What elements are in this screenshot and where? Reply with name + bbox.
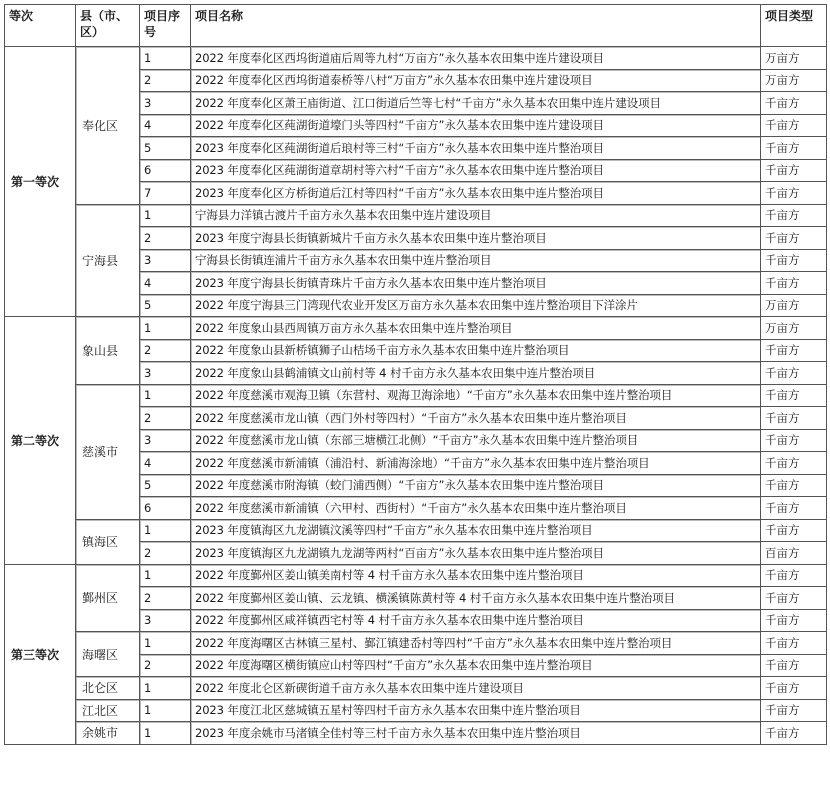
county-cell: 余姚市	[76, 722, 140, 745]
seq-cell: 6	[140, 497, 191, 520]
seq-cell: 1	[140, 47, 191, 70]
project-type-cell: 千亩方	[761, 182, 827, 205]
seq-cell: 1	[140, 205, 191, 228]
project-name-cell: 2023 年度奉化区方桥街道后江村等四村“千亩方”永久基本农田集中连片整治项目	[191, 182, 761, 205]
project-type-cell: 百亩方	[761, 542, 827, 565]
project-type-cell: 千亩方	[761, 452, 827, 475]
seq-cell: 1	[140, 385, 191, 408]
seq-cell: 1	[140, 317, 191, 340]
project-name-cell: 2022 年度鄞州区姜山镇美南村等 4 村千亩方永久基本农田集中连片整治项目	[191, 565, 761, 588]
project-type-cell: 千亩方	[761, 340, 827, 363]
header-grade: 等次	[5, 5, 76, 47]
project-type-cell: 千亩方	[761, 632, 827, 655]
county-cell: 奉化区	[76, 47, 140, 205]
project-type-cell: 千亩方	[761, 407, 827, 430]
project-name-cell: 2022 年度慈溪市新浦镇（浦沿村、新浦海涂地）“千亩方”永久基本农田集中连片整治项目	[191, 452, 761, 475]
grade-cell: 第二等次	[5, 317, 76, 565]
seq-cell: 7	[140, 182, 191, 205]
seq-cell: 1	[140, 677, 191, 700]
project-type-cell: 千亩方	[761, 160, 827, 183]
project-name-cell: 2022 年度鄞州区咸祥镇西宅村等 4 村千亩方永久基本农田集中连片整治项目	[191, 610, 761, 633]
project-name-cell: 2022 年度宁海县三门湾现代农业开发区万亩方永久基本农田集中连片整治项目下洋涂片	[191, 295, 761, 318]
seq-cell: 5	[140, 295, 191, 318]
header-county: 县（市、区）	[76, 5, 140, 47]
seq-cell: 2	[140, 587, 191, 610]
project-name-cell: 2023 年度奉化区莼湖街道后琅村等三村“千亩方”永久基本农田集中连片整治项目	[191, 137, 761, 160]
seq-cell: 5	[140, 137, 191, 160]
table-row	[5, 677, 827, 700]
table-row	[5, 632, 827, 655]
grade-cell: 第三等次	[5, 565, 76, 745]
project-name-cell: 2022 年度慈溪市龙山镇（东部三塘横江北侧）“千亩方”永久基本农田集中连片整治项目	[191, 430, 761, 453]
project-type-cell: 万亩方	[761, 295, 827, 318]
project-type-cell: 千亩方	[761, 700, 827, 723]
project-type-cell: 千亩方	[761, 722, 827, 745]
table-row	[5, 385, 827, 408]
seq-cell: 1	[140, 565, 191, 588]
seq-cell: 3	[140, 430, 191, 453]
project-type-cell: 千亩方	[761, 475, 827, 498]
county-cell: 江北区	[76, 700, 140, 723]
project-name-cell: 2023 年度宁海县长街镇青珠片千亩方永久基本农田集中连片整治项目	[191, 272, 761, 295]
header-row	[5, 5, 827, 47]
table-row	[5, 205, 827, 228]
project-name-cell: 2022 年度慈溪市附海镇（蛟门浦西侧）“千亩方”永久基本农田集中连片整治项目	[191, 475, 761, 498]
seq-cell: 3	[140, 610, 191, 633]
project-table-container	[4, 4, 826, 745]
seq-cell: 2	[140, 542, 191, 565]
project-name-cell: 宁海县力洋镇古渡片千亩方永久基本农田集中连片建设项目	[191, 205, 761, 228]
seq-cell: 3	[140, 362, 191, 385]
project-type-cell: 千亩方	[761, 430, 827, 453]
project-name-cell: 2022 年度海曙区古林镇三星村、鄞江镇建岙村等四村“千亩方”永久基本农田集中连片整治项目	[191, 632, 761, 655]
project-name-cell: 2023 年度江北区慈城镇五星村等四村千亩方永久基本农田集中连片整治项目	[191, 700, 761, 723]
project-name-cell: 2022 年度象山县鹤浦镇文山前村等 4 村千亩方永久基本农田集中连片整治项目	[191, 362, 761, 385]
project-name-cell: 2022 年度奉化区莼湖街道壕门头等四村“千亩方”永久基本农田集中连片建设项目	[191, 115, 761, 138]
project-type-cell: 千亩方	[761, 497, 827, 520]
project-type-cell: 千亩方	[761, 520, 827, 543]
project-type-cell: 千亩方	[761, 250, 827, 273]
table-row	[5, 520, 827, 543]
project-type-cell: 千亩方	[761, 205, 827, 228]
table-row	[5, 722, 827, 745]
project-name-cell: 2022 年度慈溪市龙山镇（西门外村等四村）“千亩方”永久基本农田集中连片整治项目	[191, 407, 761, 430]
project-type-cell: 千亩方	[761, 227, 827, 250]
project-type-cell: 千亩方	[761, 677, 827, 700]
seq-cell: 2	[140, 227, 191, 250]
seq-cell: 1	[140, 722, 191, 745]
project-name-cell: 2023 年度余姚市马渚镇全佳村等三村千亩方永久基本农田集中连片整治项目	[191, 722, 761, 745]
project-type-cell: 千亩方	[761, 115, 827, 138]
grade-cell: 第一等次	[5, 47, 76, 317]
county-cell: 象山县	[76, 317, 140, 385]
project-type-cell: 千亩方	[761, 655, 827, 678]
seq-cell: 1	[140, 700, 191, 723]
header-type: 项目类型	[761, 5, 827, 47]
seq-cell: 3	[140, 92, 191, 115]
project-name-cell: 2022 年度奉化区萧王庙街道、江口街道后竺等七村“千亩方”永久基本农田集中连片建设项目	[191, 92, 761, 115]
project-name-cell: 2022 年度象山县西周镇万亩方永久基本农田集中连片整治项目	[191, 317, 761, 340]
seq-cell: 2	[140, 407, 191, 430]
project-name-cell: 2023 年度镇海区九龙湖镇九龙湖等两村“百亩方”永久基本农田集中连片整治项目	[191, 542, 761, 565]
seq-cell: 2	[140, 655, 191, 678]
table-row	[5, 565, 827, 588]
table-row	[5, 700, 827, 723]
header-name: 项目名称	[191, 5, 761, 47]
project-type-cell: 万亩方	[761, 47, 827, 70]
project-name-cell: 2023 年度奉化区莼湖街道章胡村等六村“千亩方”永久基本农田集中连片整治项目	[191, 160, 761, 183]
project-type-cell: 千亩方	[761, 565, 827, 588]
table-row	[5, 47, 827, 70]
project-name-cell: 2022 年度慈溪市观海卫镇（东营村、观海卫海涂地）“千亩方”永久基本农田集中连片整治项目	[191, 385, 761, 408]
county-cell: 北仑区	[76, 677, 140, 700]
project-type-cell: 千亩方	[761, 272, 827, 295]
county-cell: 镇海区	[76, 520, 140, 565]
county-cell: 慈溪市	[76, 385, 140, 520]
project-name-cell: 2022 年度象山县新桥镇狮子山桔场千亩方永久基本农田集中连片整治项目	[191, 340, 761, 363]
project-name-cell: 2022 年度奉化区西坞街道庙后周等九村“万亩方”永久基本农田集中连片建设项目	[191, 47, 761, 70]
project-type-cell: 千亩方	[761, 385, 827, 408]
seq-cell: 1	[140, 520, 191, 543]
seq-cell: 4	[140, 452, 191, 475]
project-type-cell: 千亩方	[761, 92, 827, 115]
project-type-cell: 千亩方	[761, 587, 827, 610]
seq-cell: 4	[140, 115, 191, 138]
project-name-cell: 2022 年度北仑区新碶街道千亩方永久基本农田集中连片建设项目	[191, 677, 761, 700]
seq-cell: 1	[140, 632, 191, 655]
header-seq: 项目序号	[140, 5, 191, 47]
project-type-cell: 千亩方	[761, 137, 827, 160]
seq-cell: 2	[140, 70, 191, 93]
seq-cell: 3	[140, 250, 191, 273]
project-type-cell: 千亩方	[761, 362, 827, 385]
seq-cell: 2	[140, 340, 191, 363]
table-row	[5, 317, 827, 340]
project-name-cell: 2022 年度奉化区西坞街道泰桥等八村“万亩方”永久基本农田集中连片建设项目	[191, 70, 761, 93]
county-cell: 鄞州区	[76, 565, 140, 633]
county-cell: 海曙区	[76, 632, 140, 677]
project-name-cell: 2022 年度海曙区横街镇应山村等四村“千亩方”永久基本农田集中连片整治项目	[191, 655, 761, 678]
project-name-cell: 2022 年度鄞州区姜山镇、云龙镇、横溪镇陈黄村等 4 村千亩方永久基本农田集中连片整治项目	[191, 587, 761, 610]
project-name-cell: 2023 年度镇海区九龙湖镇汶溪等四村“千亩方”永久基本农田集中连片整治项目	[191, 520, 761, 543]
project-type-cell: 千亩方	[761, 610, 827, 633]
project-table	[4, 4, 827, 745]
project-name-cell: 2023 年度宁海县长街镇新城片千亩方永久基本农田集中连片整治项目	[191, 227, 761, 250]
seq-cell: 5	[140, 475, 191, 498]
project-name-cell: 宁海县长街镇连浦片千亩方永久基本农田集中连片整治项目	[191, 250, 761, 273]
seq-cell: 6	[140, 160, 191, 183]
county-cell: 宁海县	[76, 205, 140, 318]
project-type-cell: 万亩方	[761, 317, 827, 340]
project-name-cell: 2022 年度慈溪市新浦镇（六甲村、西街村）“千亩方”永久基本农田集中连片整治项目	[191, 497, 761, 520]
project-type-cell: 万亩方	[761, 70, 827, 93]
seq-cell: 4	[140, 272, 191, 295]
